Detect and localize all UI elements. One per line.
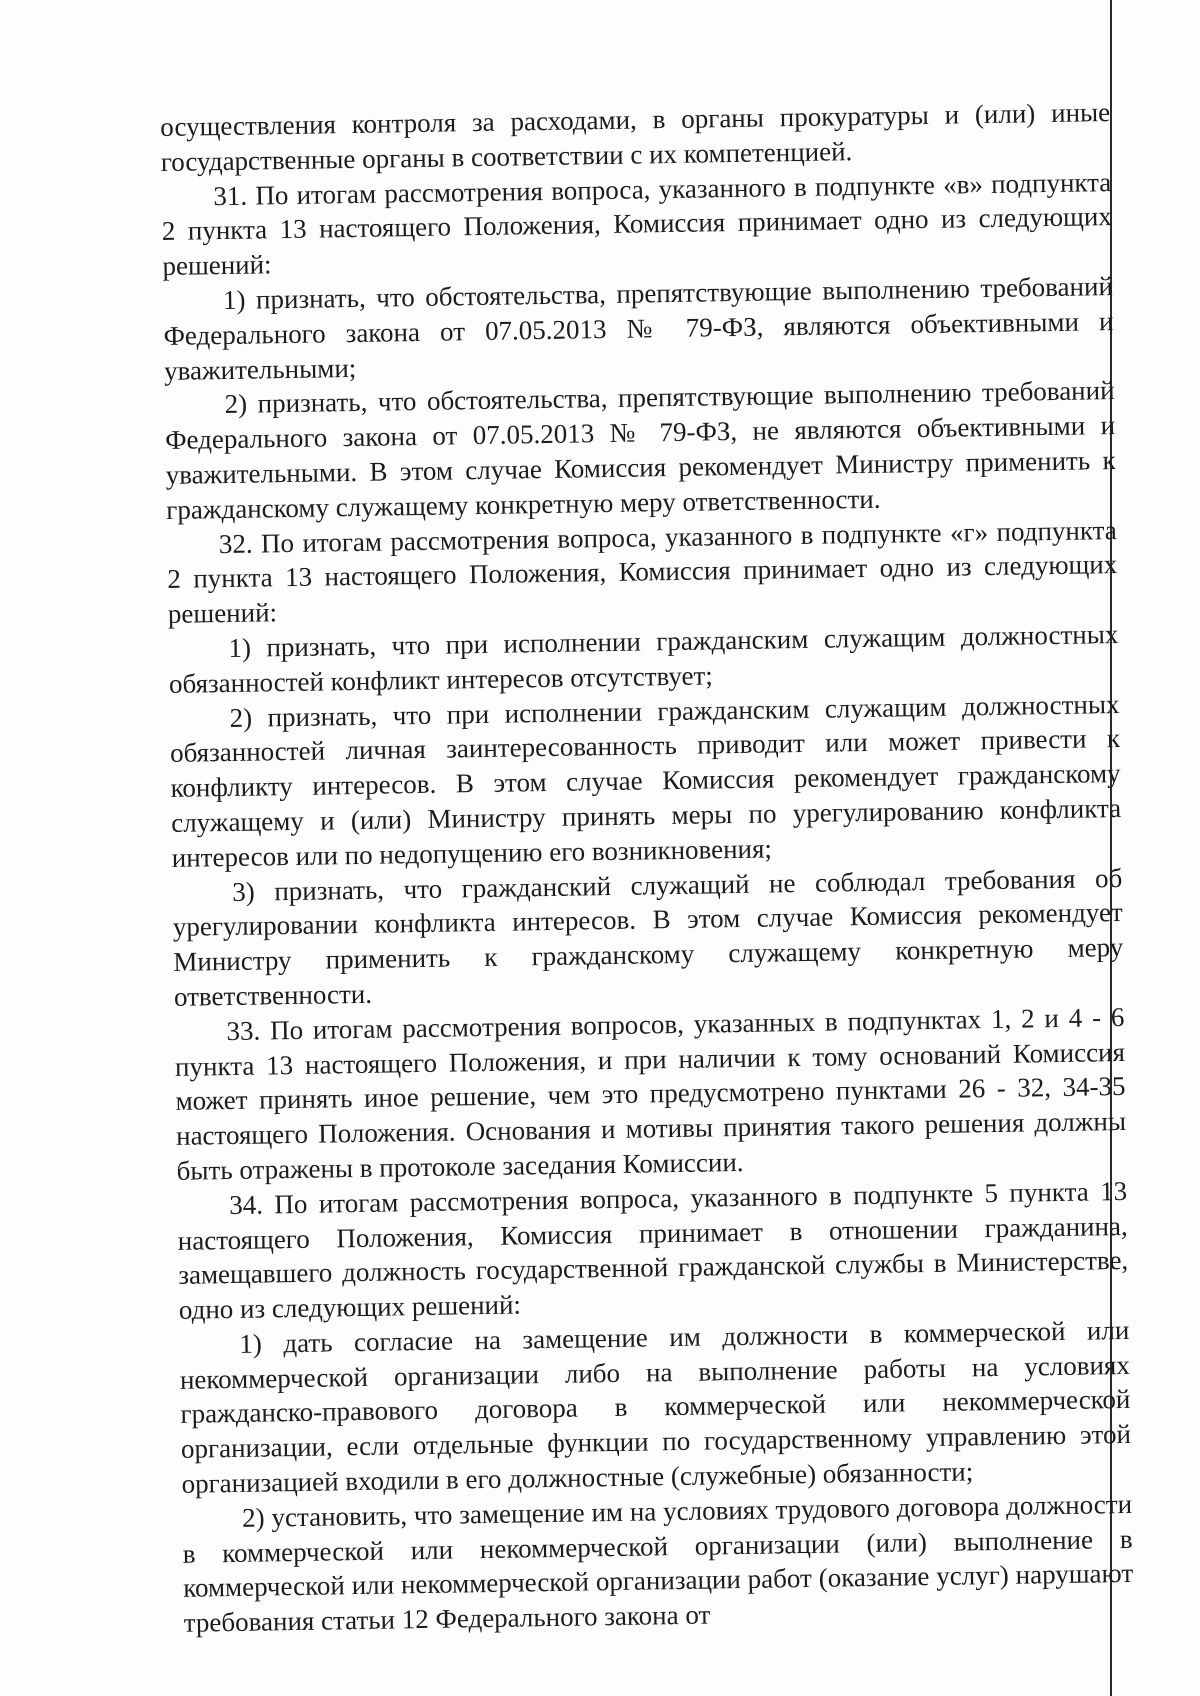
paragraph-31-item-1: 1) признать, что обстоятельства, препятствующие выполнению требований Федерального закона от 07.05.2013 № 79-ФЗ, являются объективными и уважительными; — [163, 271, 1114, 386]
document-body — [160, 95, 1134, 1641]
paragraph-33: 33. По итогам рассмотрения вопросов, указанных в подпунктах 1, 2 и 4 - 6 пункта 13 настоящего Положения, и при наличии к тому оснований Комиссия может принять иное решение, чем это предусмотрено пунктами 26 - 32, 34-35 настоящего Положения. Основания и мотивы принятия такого решения должны быть отражены в протоколе заседания Комиссии. — [174, 1001, 1127, 1186]
paragraph-34-item-2: 2) установить, что замещение им на условиях трудового договора должности в коммерческой или некоммерческой организации (или) выполнение в коммерческой или некоммерческой организации работ (оказание услуг) нарушают требования статьи 12 Федерального закона от — [182, 1488, 1134, 1639]
paragraph-32-item-2: 2) признать, что при исполнении гражданским служащим должностных обязанностей личная заинтересованность приводит или может привести к конфликту интересов. В этом случае Комиссия рекомендует гражданскому служащему и (или) Министру принять меры по урегулированию конфликта интересов или по недопущению его возникновения; — [169, 688, 1122, 873]
paragraph-31-item-2: 2) признать, что обстоятельства, препятствующие выполнению требований Федерального закона от 07.05.2013 № 79-ФЗ, не являются объективными и уважительными. В этом случае Комиссия рекомендует Министру применить к гражданскому служащему конкретную меру ответственности. — [164, 375, 1116, 525]
paragraph-continuation: осуществления контроля за расходами, в органы прокуратуры и (или) иные государственные органы в соответствии с их компетенцией. — [160, 97, 1111, 177]
paragraph-34: 34. По итогам рассмотрения вопроса, указанного в подпункте 5 пункта 13 настоящего Положения, Комиссия принимает в отношении гражданина, замещавшего должность государственной гражданской службы в Министерстве, одно из следующих решений: — [177, 1175, 1129, 1325]
paragraph-32-item-1: 1) признать, что при исполнении гражданским служащим должностных обязанностей конфликт интересов отсутствует; — [168, 618, 1119, 699]
paragraph-32: 32. По итогам рассмотрения вопроса, указанного в подпункте «г» подпункта 2 пункта 13 настоящего Положения, Комиссия принимает одно из следующих решений: — [167, 514, 1118, 630]
paragraph-34-item-1: 1) дать согласие на замещение им должности в коммерческой или некоммерческой организации либо на выполнение работы на условиях гражданско-правового договора в коммерческой или некоммерческой организации, если отдельные функции по государственному управлению этой организацией входили в его должностные (служебные) обязанности; — [179, 1314, 1132, 1499]
paragraph-31: 31. По итогам рассмотрения вопроса, указанного в подпункте «в» подпункта 2 пункта 13 настоящего Положения, Комиссия принимает одно из следующих решений: — [161, 166, 1113, 282]
paragraph-32-item-3: 3) признать, что гражданский служащий не соблюдал требования об урегулировании конфликта интересов. В этом случае Комиссия рекомендует Министру применить к гражданскому служащему конкретную меру ответственности. — [172, 862, 1124, 1012]
